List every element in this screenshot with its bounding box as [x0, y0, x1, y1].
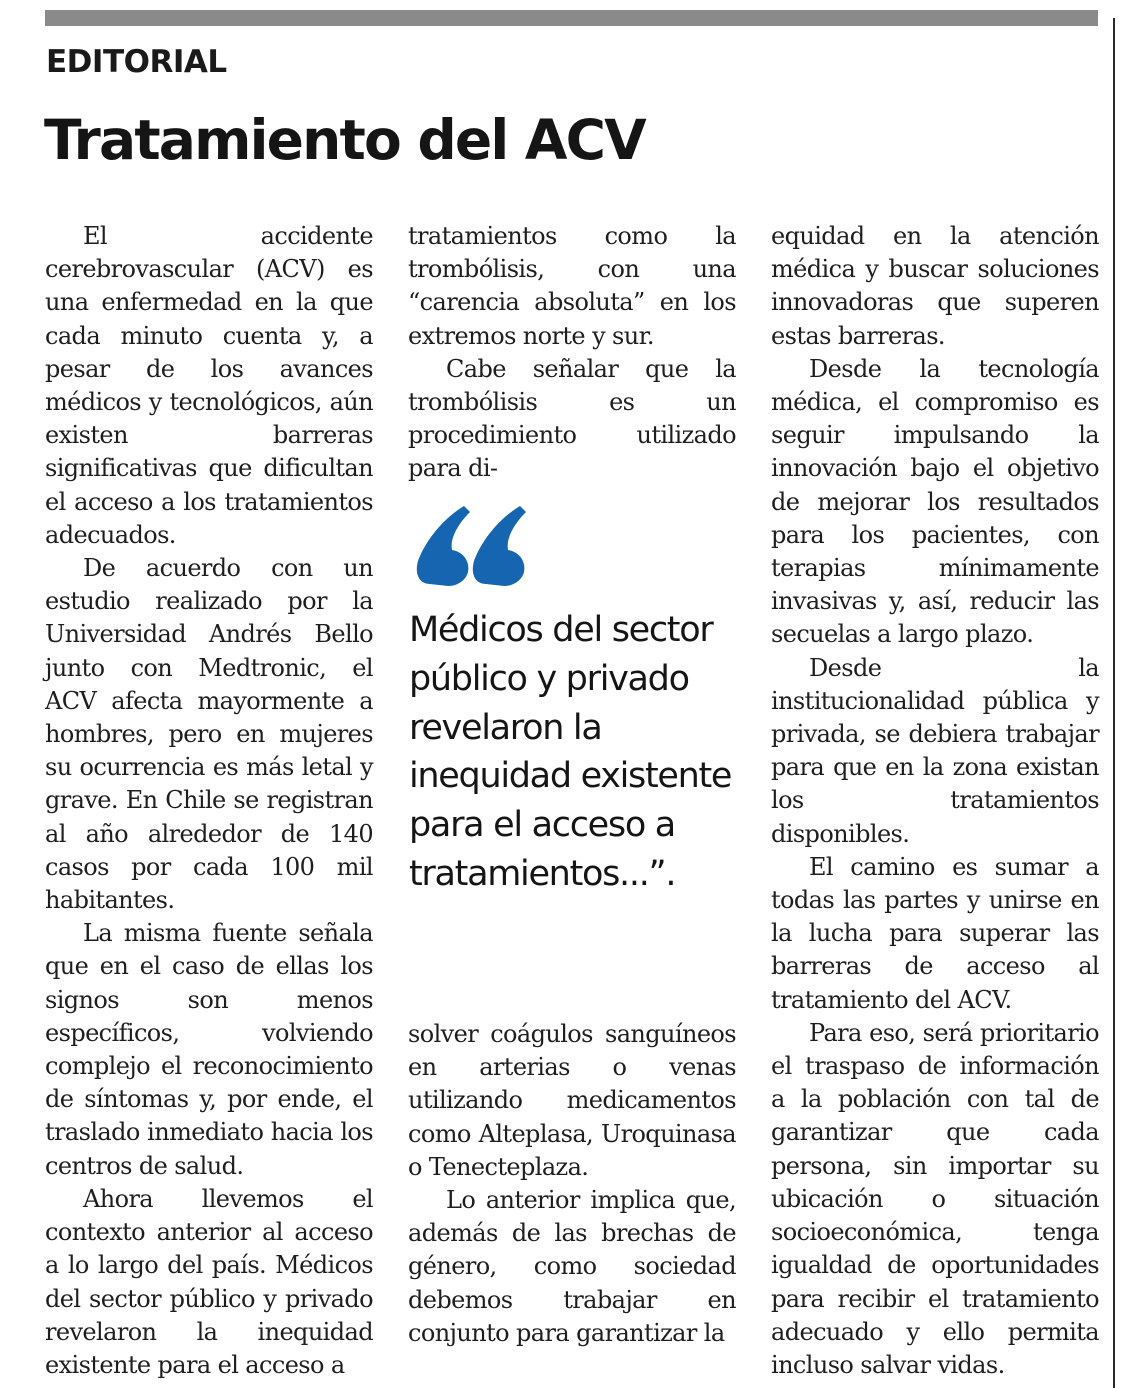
article-column-3 — [771, 220, 1099, 1382]
paragraph: El camino es sumar a todas las partes y unirse en la lucha para superar las barreras de acceso al tratamiento del ACV. — [771, 852, 1099, 1014]
top-rule — [45, 10, 1098, 26]
section-label: EDITORIAL — [46, 44, 227, 80]
paragraph: solver coágulos sanguíneos en arterias o venas utilizando medicamentos como Alteplasa, Uroquinasa o Tenecteplaza. — [408, 1020, 736, 1181]
headline: Tratamiento del ACV — [44, 108, 645, 172]
paragraph: tratamientos como la trombólisis, con una “carencia absoluta” en los extremos norte y sur. — [408, 222, 736, 350]
paragraph: La misma fuente señala que en el caso de ellas los signos son menos específicos, volviendo complejo el reconocimiento de síntomas y, por ende, el traslado inmediato hacia los centros de salud. — [45, 919, 373, 1180]
paragraph: Desde la institucionalidad pública y privada, se debiera trabajar para que en la zona existan los tratamientos disponibles. — [771, 653, 1099, 848]
paragraph: Lo anterior implica que, además de las brechas de género, como sociedad debemos trabajar en conjunto para garantizar la — [408, 1186, 736, 1347]
article-column-2-top — [408, 220, 736, 486]
paragraph: Desde la tecnología médica, el compromiso es seguir impulsando la innovación bajo el objetivo de mejorar los resultados para los pacientes, con terapias mínimamente invasivas y, así, reducir las secuelas a largo plazo. — [771, 354, 1099, 649]
article-column-1 — [45, 220, 373, 1382]
paragraph: De acuerdo con un estudio realizado por la Universidad Andrés Bello junto con Medtronic, el ACV afecta mayormente a hombres, pero en mujeres su ocurrencia es más letal y grave. En Chile se registran al año alrededor de 140 casos por cada 100 mil habitantes. — [45, 554, 373, 915]
paragraph: Cabe señalar que la trombólisis es un procedimiento utilizado para di- — [408, 354, 736, 483]
pull-quote: Médicos del sector público y privado revelaron la inequidad existente para el acceso a tratamientos...”. — [409, 610, 732, 894]
paragraph: equidad en la atención médica y buscar soluciones innovadoras que superen estas barreras. — [771, 222, 1099, 350]
paragraph: Para eso, será prioritario el traspaso de información a la población con tal de garantizar que cada persona, sin importar su ubicación o situación socioeconómica, tenga igualdad de oportunidades para recibir el tratamiento adecuado y ello permita incluso salvar vidas. — [771, 1018, 1099, 1379]
paragraph: Ahora llevemos el contexto anterior al acceso a lo largo del país. Médicos del sector público y privado revelaron la inequidad existente para el acceso a — [45, 1184, 373, 1379]
column-rule — [1113, 18, 1115, 1388]
article-column-2-bottom — [408, 1018, 736, 1350]
paragraph: El accidente cerebrovascular (ACV) es una enfermedad en la que cada minuto cuenta y, a pesar de los avances médicos y tecnológicos, aún existen barreras significativas que dificultan el acceso a los tratamientos adecuados. — [45, 222, 373, 549]
opening-quote-icon — [412, 498, 532, 598]
